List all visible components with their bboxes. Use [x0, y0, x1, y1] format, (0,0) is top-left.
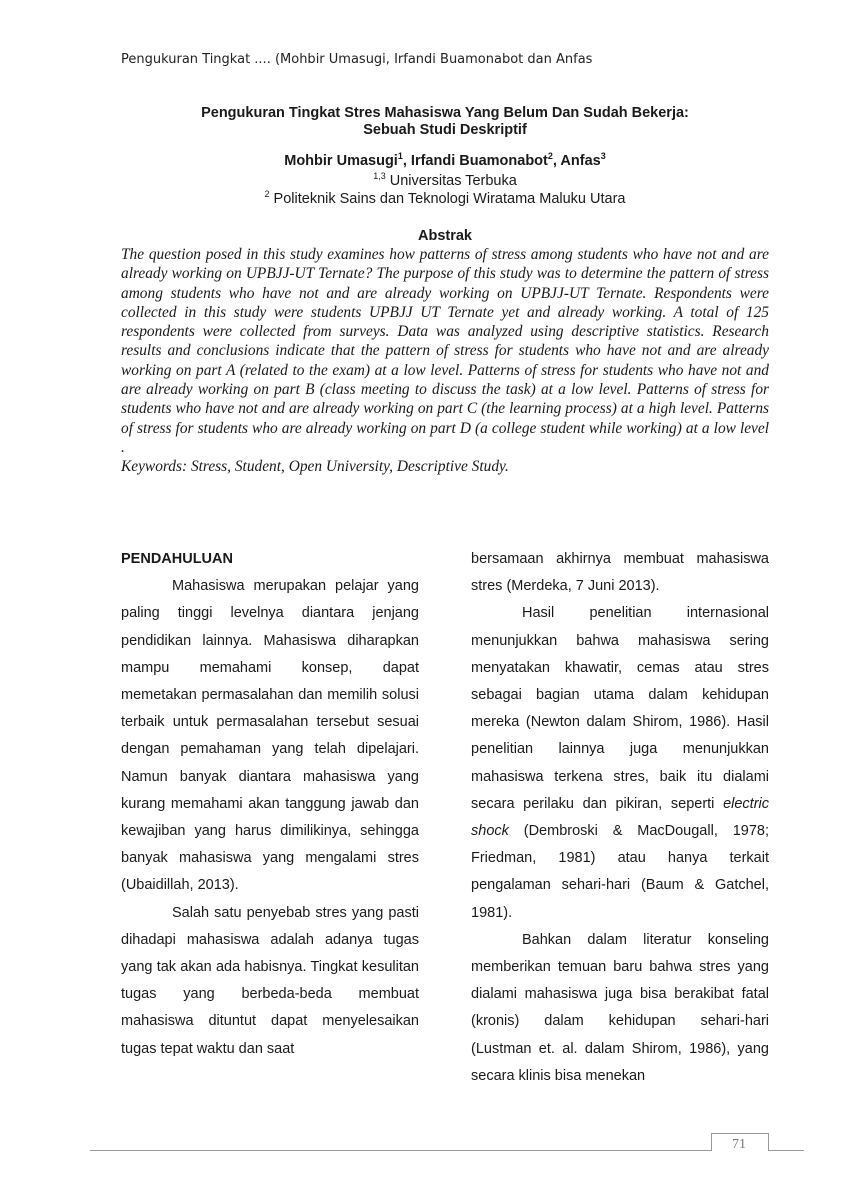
right-paragraph-1: [471, 600, 769, 926]
abstract-keywords: Keywords: Stress, Student, Open University, Descriptive Study.: [121, 458, 509, 476]
affiliation-2: [120, 191, 770, 207]
affiliation-1-text: Universitas Terbuka: [385, 173, 517, 189]
title-line-2: Sebuah Studi Deskriptif: [363, 122, 527, 138]
affiliation-2-sup: 2: [264, 189, 270, 200]
right-paragraph-1-part-b: (Dembroski & MacDougall, 1978; Friedman, 1981) atau hanya terkait pengalaman sehari-hari (Baum & Gatchel, 1981).: [471, 823, 769, 921]
author-3-sup: 3: [600, 151, 606, 162]
abstract-body: [121, 245, 769, 477]
right-paragraph-2: Bahkan dalam literatur konseling memberikan temuan baru bahwa stres yang dialami mahasiswa juga bisa berakibat fatal (kronis) dalam kehidupan sehari-hari (Lustman et. al. dalam Shirom, 1986), yang secara klinis bisa menekan: [471, 931, 769, 1084]
left-paragraph-2: Salah satu penyebab stres yang pasti dihadapi mahasiswa adalah adanya tugas yang tak akan ada habisnya. Tingkat kesulitan tugas yang berbeda-beda membuat mahasiswa dituntut dapat menyelesaikan tugas tepat waktu dan saat: [121, 904, 419, 1057]
author-1: Mohbir Umasugi: [284, 153, 398, 169]
author-1-sup: 1: [397, 151, 403, 162]
left-paragraph-1: Mahasiswa merupakan pelajar yang paling tinggi levelnya diantara jenjang pendidikan lainnya. Mahasiswa diharapkan mampu memahami konsep, dapat memetakan permasalahan dan memilih solusi terbaik untuk permasalahan tersebut sesuai dengan pemahaman yang telah dipelajari. Namun banyak diantara mahasiswa yang kurang memahami akan tanggung jawab dan kewajiban yang harus dimilikinya, sehingga banyak mahasiswa yang mengalami stres (Ubaidillah, 2013).: [121, 578, 419, 894]
abstract-heading: Abstrak: [418, 228, 472, 244]
author-2-sup: 2: [547, 151, 553, 162]
affiliation-2-text: Politeknik Sains dan Teknologi Wiratama Maluku Utara: [269, 191, 626, 207]
author-sep-2: ,: [552, 153, 561, 169]
affiliation-1-sup: 1,3: [373, 171, 386, 182]
running-header: Pengukuran Tingkat .... (Mohbir Umasugi, Irfandi Buamonabot dan Anfas: [121, 52, 593, 67]
right-paragraph-1-italic: electric shock: [471, 795, 769, 840]
section-heading-pendahuluan: PENDAHULUAN: [121, 551, 233, 567]
abstract-text: The question posed in this study examines how patterns of stress among students who have not and are already working on UPBJJ-UT Ternate? The purpose of this study was to determine the pattern of stress among students who have not and are already working on UPBJJ-UT Ternate. Respondents were collected in this study were students UPBJJ UT Ternate yet and already working. A total of 125 respondents were collected from surveys. Data was analyzed using descriptive statistics. Research results and conclusions indicate that the pattern of stress for students who have not and are already working on part A (related to the exam) at a low level. Patterns of stress for students who have not and are already working on part B (class meeting to discuss the task) at a low level. Patterns of stress for students who have not and are already working on part C (the learning process) at a high level. Patterns of stress for students who are already working on part D (a college student while working) at a low level .: [121, 246, 769, 456]
affiliation-1: [120, 173, 770, 189]
footer-rule: [90, 1150, 804, 1151]
right-paragraph-0: bersamaan akhirnya membuat mahasiswa stres (Merdeka, 7 Juni 2013).: [471, 551, 769, 595]
title-line-1: Pengukuran Tingkat Stres Mahasiswa Yang Belum Dan Sudah Bekerja:: [201, 105, 689, 121]
left-column: [121, 546, 419, 1063]
author-3: Anfas: [560, 153, 601, 169]
paper-title: [120, 105, 770, 139]
author-list: [120, 153, 770, 169]
right-paragraph-1-part-a: Hasil penelitian internasional menunjukkan bahwa mahasiswa sering menyatakan khawatir, cemas atau stres sebagai bagian utama dalam kehidupan mereka (Newton dalam Shirom, 1986). Hasil penelitian lainnya juga menunjukkan mahasiswa terkena stres, baik itu dialami secara perilaku dan pikiran, seperti: [471, 605, 769, 812]
right-column: [471, 546, 769, 1090]
author-sep-1: ,: [402, 153, 411, 169]
page-number: 71: [732, 1137, 746, 1152]
author-2: Irfandi Buamonabot: [410, 153, 548, 169]
